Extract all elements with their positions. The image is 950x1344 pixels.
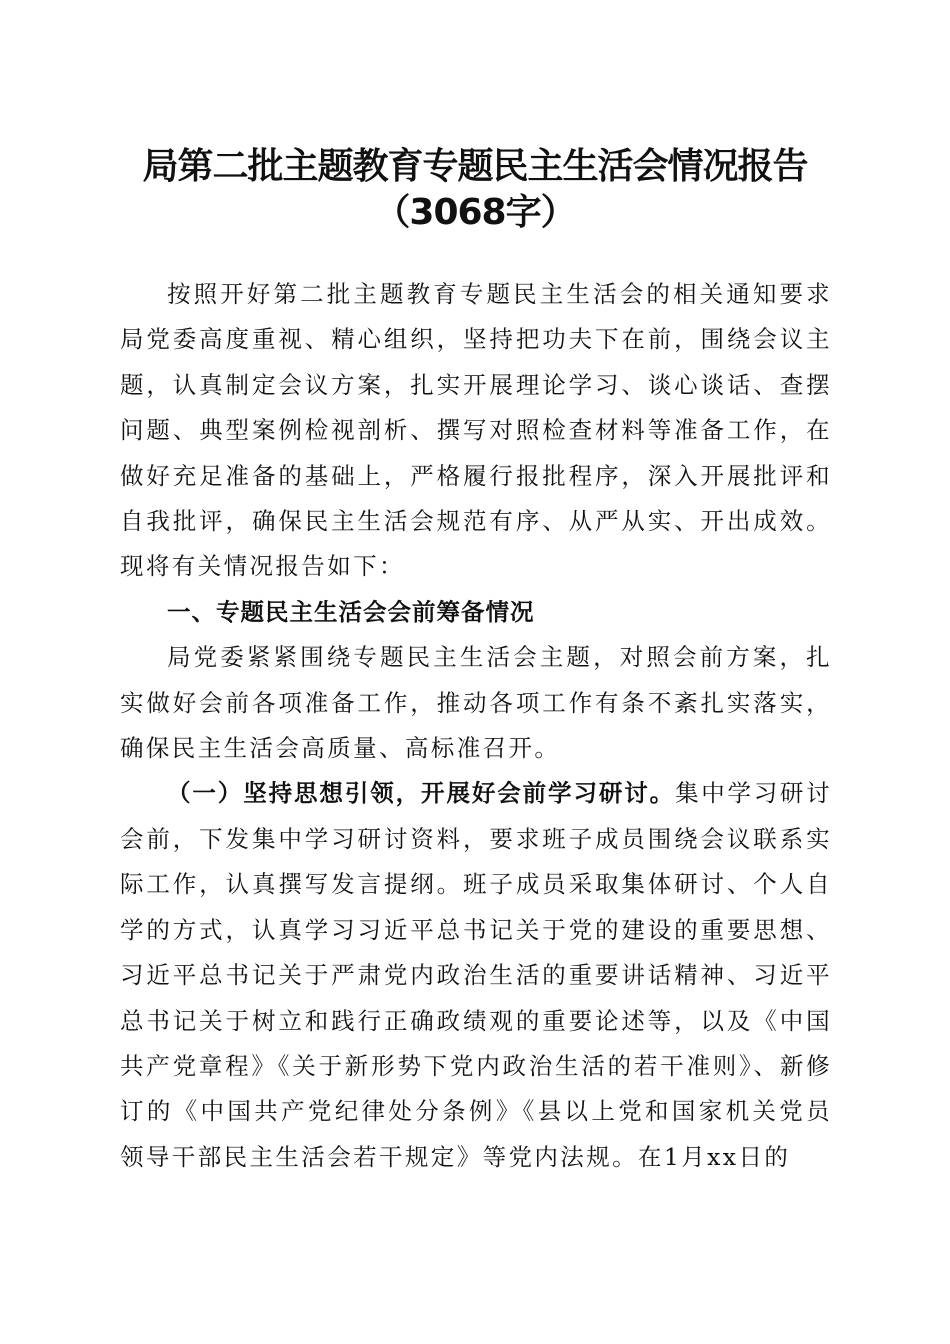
subsection-paragraph xyxy=(120,771,832,1180)
subsection-heading: （一）坚持思想引领，开展好会前学习研讨。 xyxy=(167,779,676,808)
document-word-count: （3068字） xyxy=(374,192,576,233)
document-title: 局第二批主题教育专题民主生活会情况报告 xyxy=(142,146,808,187)
section-paragraph: 局党委紧紧围绕专题民主生活会主题，对照会前方案，扎实做好会前各项准备工作，推动各项工作有条不紊扎实落实，确保民主生活会高质量、高标准召开。 xyxy=(120,643,832,763)
section-heading: 一、专题民主生活会会前筹备情况 xyxy=(167,597,535,626)
document-body xyxy=(120,272,832,1180)
subsection-text: 集中学习研讨会前，下发集中学习研讨资料，要求班子成员围绕会议联系实际工作，认真撰写发言提纲。班子成员采取集体研讨、个人自学的方式，认真学习习近平总书记关于党的建设的重要思想、习近平总书记关于严肃党内政治生活的重要讲话精神、习近平总书记关于树立和践行正确政绩观的重要论述等，以及《中国共产党章程》《关于新形势下党内政治生活的若干准则》、新修订的《中国共产党纪律处分条例》《县以上党和国家机关党员领导干部民主生活会若干规定》等党内法规。在1月xx日的 xyxy=(120,779,832,1171)
intro-paragraph: 按照开好第二批主题教育专题民主生活会的相关通知要求局党委高度重视、精心组织，坚持把功夫下在前，围绕会议主题，认真制定会议方案，扎实开展理论学习、谈心谈话、查摆问题、典型案例检视剖析、撰写对照检查材料等准备工作，在做好充足准备的基础上，严格履行报批程序，深入开展批评和自我批评，确保民主生活会规范有序、从严从实、开出成效。现将有关情况报告如下： xyxy=(120,280,832,581)
